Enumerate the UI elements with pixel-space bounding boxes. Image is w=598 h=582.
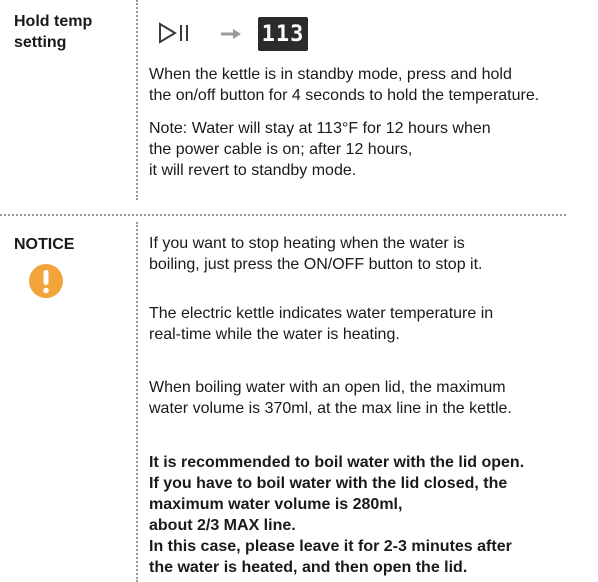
notice-line: If you want to stop heating when the water is — [149, 235, 465, 252]
hold-note-line: it will revert to standby mode. — [149, 162, 357, 179]
notice-line: The electric kettle indicates water temperature in — [149, 305, 494, 322]
notice-line: When boiling water with an open lid, the maximum — [149, 379, 506, 396]
hold-note — [149, 118, 491, 181]
notice-bold-line: It is recommended to boil water with the lid open. — [149, 454, 525, 471]
notice-line: boiling, just press the ON/OFF button to stop it. — [149, 256, 483, 273]
hold-instruction-line: When the kettle is in standby mode, press and hold — [149, 66, 512, 83]
notice-stop-heating — [149, 233, 482, 275]
notice-line: real-time while the water is heating. — [149, 326, 400, 343]
hold-instruction-line: the on/off button for 4 seconds to hold the temperature. — [149, 87, 540, 104]
notice-recommendation — [149, 452, 524, 578]
play-pause-icon — [158, 21, 198, 45]
arrow-right-icon — [220, 28, 242, 40]
temperature-display — [258, 17, 308, 51]
hold-instruction — [149, 64, 539, 106]
hold-temp-label-line1: Hold temp — [14, 13, 93, 30]
hold-temp-label — [14, 11, 92, 53]
section-divider — [0, 214, 566, 216]
hold-note-line: the power cable is on; after 12 hours, — [149, 141, 413, 158]
column-divider-top — [136, 0, 138, 200]
notice-bold-line: about 2/3 MAX line. — [149, 517, 296, 534]
notice-bold-line: In this case, please leave it for 2-3 minutes after — [149, 538, 512, 555]
column-divider-bottom — [136, 222, 138, 582]
exclamation-icon — [27, 262, 65, 300]
notice-bold-line: the water is heated, and then open the lid. — [149, 559, 468, 576]
notice-open-lid — [149, 377, 512, 419]
notice-label: NOTICE — [14, 236, 75, 253]
hold-note-line: Note: Water will stay at 113°F for 12 hours when — [149, 120, 491, 137]
temperature-display-value: 113 — [261, 21, 305, 47]
notice-bold-line: maximum water volume is 280ml, — [149, 496, 403, 513]
notice-bold-line: If you have to boil water with the lid closed, the — [149, 475, 508, 492]
notice-realtime — [149, 303, 493, 345]
hold-temp-label-line2: setting — [14, 34, 67, 51]
notice-line: water volume is 370ml, at the max line in the kettle. — [149, 400, 512, 417]
